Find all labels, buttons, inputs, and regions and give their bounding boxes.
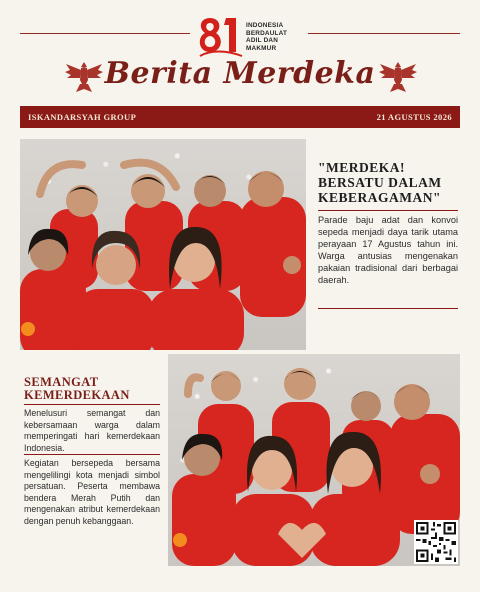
qr-code-icon[interactable] xyxy=(414,520,458,564)
section-rule xyxy=(24,404,160,405)
header-band xyxy=(20,106,460,128)
section-intro: Menelusuri semangat dan kebersamaan warga dalam memperingati hari kemerdekaan Indonesia. xyxy=(24,408,160,453)
section-rule xyxy=(24,454,160,455)
publisher-name: ISKANDARSYAH GROUP xyxy=(28,112,137,122)
masthead-title: Berita Merdeka xyxy=(104,56,376,91)
issue-date: 21 AGUSTUS 2026 xyxy=(376,112,452,122)
hut-ri-81-logo-icon xyxy=(196,14,246,60)
section-title: SEMANGAT KEMERDEKAAN xyxy=(24,375,130,402)
section-body: Kegiatan bersepeda bersama mengelilingi kota menjadi simbol persatuan. Peserta membawa bendera Merah Putih dan mengenakan atribut kemerdekaan dengan penuh kebanggaan. xyxy=(24,458,160,526)
header-divider-right xyxy=(308,33,460,34)
article-body: Parade baju adat dan konvoi sepeda menjadi daya tarik utama perayaan 17 Agustus tahun ini. Warga antusias mengenakan pakaian tradisional dari berbagai daerah. xyxy=(318,215,458,285)
group-photo-top xyxy=(20,139,306,350)
logo-tagline: INDONESIA BERDAULAT ADIL DAN MAKMUR xyxy=(246,22,288,52)
article-rule xyxy=(318,308,458,309)
garuda-icon xyxy=(378,58,418,94)
header-divider-left xyxy=(20,33,190,34)
person-figure xyxy=(240,171,306,317)
article-quote-headline: "MERDEKA! BERSATU DALAM KEBERAGAMAN" xyxy=(318,160,442,205)
person-figure xyxy=(390,384,460,534)
garuda-icon xyxy=(64,58,104,94)
quote-rule xyxy=(318,210,458,211)
